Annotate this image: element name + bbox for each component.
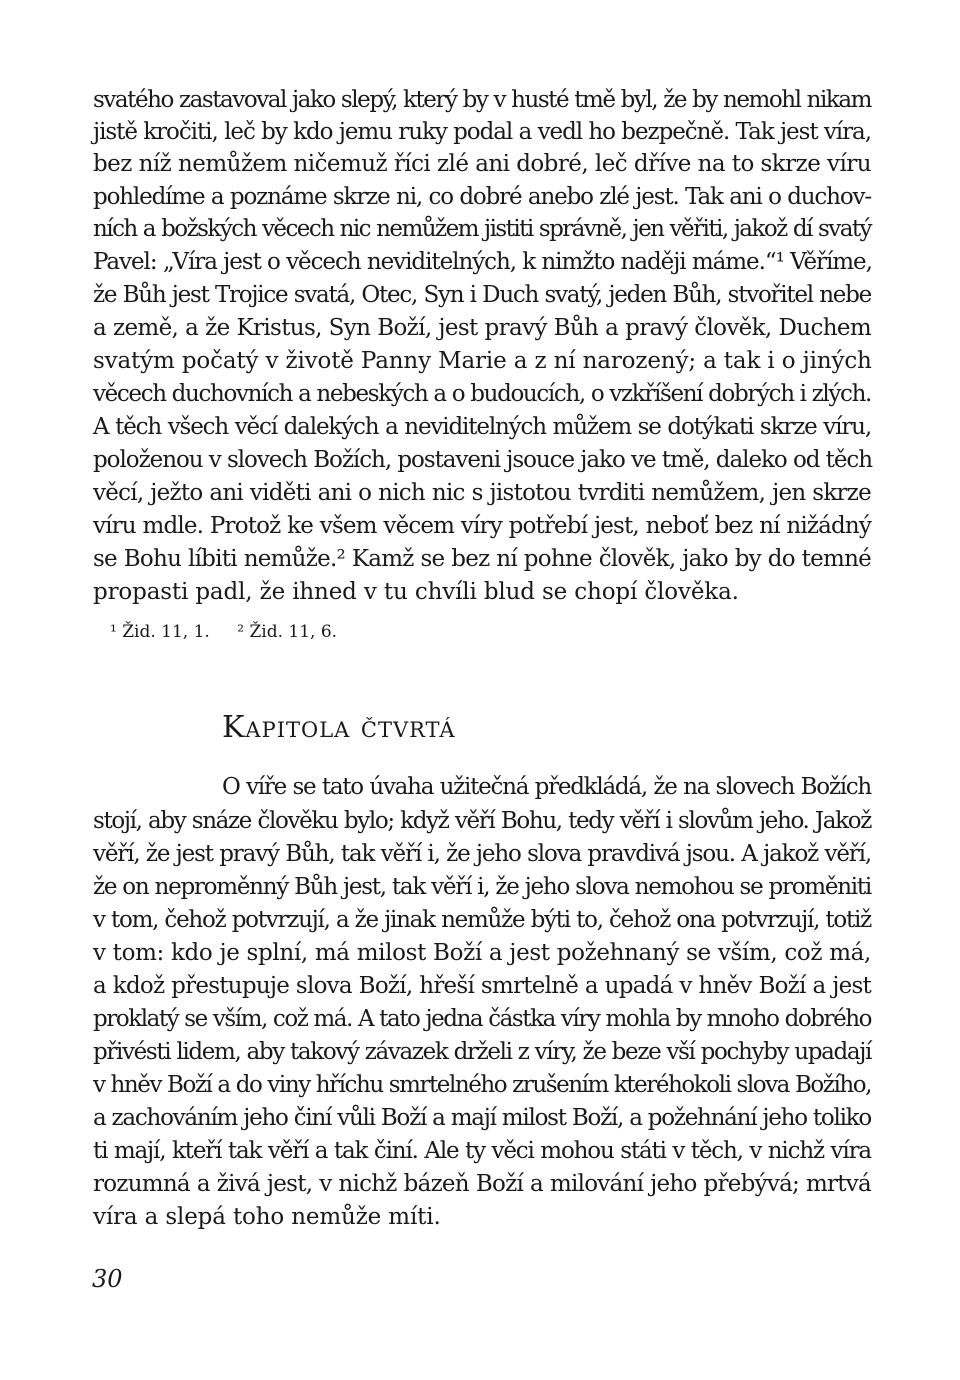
- text-line: O víře se tato úvaha užitečná předkládá, že na slovech Božích: [222, 774, 871, 800]
- footnote-2: ² Žid. 11, 6.: [237, 622, 338, 642]
- page-number: 30: [92, 1265, 123, 1293]
- text-line: svatým počatý v životě Panny Marie a z ní narozený; a tak i o jiných: [93, 348, 872, 374]
- text-line: stojí, aby snáze člověku bylo; když věří Bohu, tedy věří i slovům jeho. Jakož: [93, 808, 871, 834]
- text-line: a země, a že Kristus, Syn Boží, jest pravý Bůh a pravý člověk, Duchem: [93, 315, 871, 341]
- text-line: položenou v slovech Božích, postaveni jsouce jako ve tmě, daleko od těch: [93, 447, 873, 473]
- text-line: věcí, ježto ani viděti ani o nich nic s jistotou tvrditi nemůžem, jen skrze: [93, 480, 871, 506]
- text-line: bez níž nemůžem ničemuž říci zlé ani dobré, leč dříve na to skrze víru: [93, 151, 871, 177]
- text-line: A těch všech věcí dalekých a neviditelných můžem se dotýkati skrze víru,: [93, 414, 871, 440]
- text-line: v hněv Boží a do viny hříchu smrtelného zrušením kteréhokoli slova Božího,: [93, 1072, 871, 1098]
- text-line: svatého zastavoval jako slepý, který by v husté tmě byl, že by nemohl nikam: [93, 87, 871, 113]
- text-line: se Bohu líbiti nemůže.² Kamž se bez ní pohne člověk, jako by do temné: [93, 546, 871, 572]
- text-line: jistě kročiti, leč by kdo jemu ruky podal a vedl ho bezpečně. Tak jest víra,: [93, 119, 871, 145]
- text-line: proklatý se vším, což má. A tato jedna částka víry mohla by mnoho dobrého: [93, 1006, 871, 1032]
- text-line: a kdož přestupuje slova Boží, hřeší smrtelně a upadá v hněv Boží a jest: [93, 973, 871, 999]
- footnotes: [110, 618, 359, 646]
- text-line: ti mají, kteří tak věří a tak činí. Ale ty věci mohou státi v těch, v nichž víra: [93, 1138, 871, 1164]
- text-line: věří, že jest pravý Bůh, tak věří i, že jeho slova pravdivá jsou. A jakož věří,: [93, 841, 871, 867]
- text-line: že on neproměnný Bůh jest, tak věří i, že jeho slova nemohou se proměniti: [93, 874, 871, 900]
- text-line: víra a slepá toho nemůže míti.: [93, 1204, 441, 1230]
- text-line: věcech duchovních a nebeských a o budoucích, o vzkříšení dobrých i zlých.: [93, 381, 871, 407]
- text-line: propasti padl, že ihned v tu chvíli blud se chopí člověka.: [93, 579, 739, 605]
- text-line: v tom, čehož potvrzují, a že jinak nemůže býti to, čehož ona potvrzují, totiž: [93, 907, 871, 933]
- text-line: pohledíme a poznáme skrze ni, co dobré anebo zlé jest. Tak ani o duchov-: [93, 184, 871, 210]
- text-line: rozumná a živá jest, v nichž bázeň Boží a milování jeho přebývá; mrtvá: [93, 1171, 871, 1197]
- text-line: a zachováním jeho činí vůli Boží a mají milost Boží, a požehnání jeho toliko: [93, 1105, 871, 1131]
- text-line: v tom: kdo je splní, má milost Boží a jest požehnaný se vším, což má,: [93, 940, 871, 966]
- text-line: víru mdle. Protož ke všem věcem víry potřebí jest, neboť bez ní nižádný: [93, 513, 871, 539]
- text-line: ních a božských věcech nic nemůžem jistiti správně, jen věřiti, jakož dí svatý: [93, 216, 871, 242]
- text-line: přivésti lidem, aby takový závazek drželi z víry, že beze vší pochyby upadají: [93, 1039, 871, 1065]
- text-line: Pavel: „Víra jest o věcech neviditelných, k nimžto naději máme.“¹ Věříme,: [93, 249, 872, 275]
- text-line: že Bůh jest Trojice svatá, Otec, Syn i Duch svatý, jeden Bůh, stvořitel nebe: [93, 282, 871, 308]
- chapter-heading: Kapitola čtvrtá: [222, 710, 456, 745]
- footnote-1: ¹ Žid. 11, 1.: [110, 622, 210, 642]
